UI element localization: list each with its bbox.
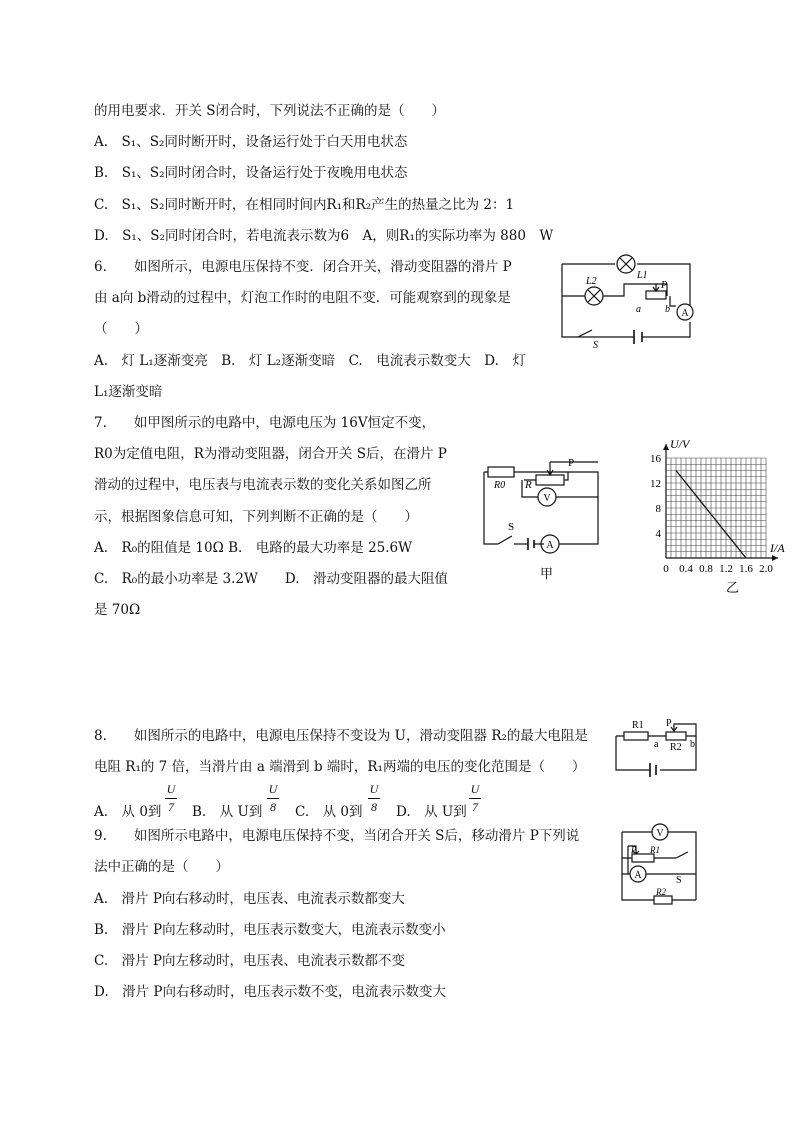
q6-label-p: P [661,280,668,291]
q9-circuit-figure [618,822,702,908]
q7-circuit-caption: 甲 [540,566,554,581]
q8-option-a: A. 从 0到 [94,804,162,820]
q5-stem-tail: 的用电要求．开关 S闭合时，下列说法不正确的是（ ） [94,103,446,119]
q6-ammeter-label: A [681,308,689,319]
q5-option-c: C. S₁、S₂同时断开时，在相同时间内R₁和R₂产生的热量之比为 2：1 [94,197,515,213]
q8-circuit-figure [612,716,704,776]
q7-stem-line-3: 滑动的过程中，电压表与电流表示数的变化关系如图乙所 [94,477,432,493]
q7-ammeter-label: A [546,540,554,551]
q8-fraction-c: U 8 [369,782,379,814]
x-tick-label: 2.0 [759,563,773,575]
y-tick-label: 4 [655,528,661,540]
q7-circuit-figure [478,454,604,584]
q7-label-p: P [568,457,575,469]
q9-label-r2: R2 [656,887,666,897]
graph-caption: 乙 [726,580,740,595]
q8-fraction-d: U 7 [470,782,480,814]
q9-voltmeter-label: V [656,828,664,839]
q6-label-a: a [636,304,641,315]
q7-options-wrap: 是 70Ω [94,602,141,618]
x-tick-label: 1.2 [719,563,733,575]
y-axis-label: U/V [670,437,690,451]
q8-stem-line-1: 8. 如图所示的电路中，电源电压保持不变设为 U，滑动变阻器 R₂的最大电阻是 [94,728,588,744]
x-tick-label: 0 [663,563,669,575]
x-axis-arrow [772,555,778,561]
q6-label-l2: L2 [586,276,597,287]
y-tick-label: 12 [650,478,661,490]
q8-label-r2: R2 [670,742,682,753]
q6-options-line: A. 灯 L₁逐渐变亮 B. 灯 L₂逐渐变暗 C. 电流表示数变大 D. 灯 [94,353,526,369]
y-axis-arrow [663,444,669,450]
q5-option-a: A. S₁、S₂同时断开时，设备运行处于白天用电状态 [94,134,408,150]
q9-option-a: A. 滑片 P向右移动时，电压表、电流表示数都变大 [94,891,405,907]
q7-options-ab: A. R₀的阻值是 10Ω B. 电路的最大功率是 25.6W [94,540,413,556]
q9-stem-line-2: 法中正确的是（ ） [94,859,229,875]
q5-option-d: D. S₁、S₂同时闭合时，若电流表示数为6 A，则R₁的实际功率为 880 W [94,228,554,244]
q9-label-p: P [631,845,637,855]
q7-stem-line-4: 示，根据图象信息可知，下列判断不正确的是（ ） [94,509,418,525]
q5-option-b: B. S₁、S₂同时闭合时，设备运行处于夜晚用电状态 [94,165,408,181]
q8-fraction-a: U 7 [166,782,176,814]
q7-graph-figure [640,430,790,595]
q7-label-s: S [508,521,515,533]
q8-label-b: b [690,739,695,750]
q9-ammeter-label: A [634,870,642,881]
q8-label-r1: R1 [632,720,644,731]
q8-stem-line-2: 电阻 R₁的 7 倍，当滑片由 a 端滑到 b 端时，R₁两端的电压的变化范围是（ ） [94,759,586,775]
q8-label-p: P [666,718,672,729]
q7-voltmeter-label: V [543,493,551,504]
q6-stem-line-3: （ ） [94,321,148,337]
y-tick-label: 8 [655,503,661,515]
q9-option-d: D. 滑片 P向右移动时，电压表示数不变，电流表示数变大 [94,984,447,1000]
x-tick-label: 0.4 [679,563,693,575]
q8-fraction-b: U 8 [268,782,278,814]
q6-stem-line-1: 6. 如图所示，电源电压保持不变．闭合开关，滑动变阻器的滑片 P [94,259,512,275]
q7-stem-line-1: 7. 如甲图所示的电路中，电源电压为 16V恒定不变， [94,415,436,431]
q7-options-cd: C. R₀的最小功率是 3.2W D. 滑动变阻器的最大阻值 [94,571,448,587]
q7-label-r0: R0 [494,480,506,491]
q6-options-wrap: L₁逐渐变暗 [94,384,163,400]
q6-label-s: S [593,340,598,351]
q9-label-s: S [676,875,682,886]
x-axis-label: I/A [770,541,785,555]
q7-stem-line-2: R0为定值电阻，R为滑动变阻器，闭合开关 S后，在滑片 P [94,446,447,462]
q9-stem-line-1: 9. 如图所示电路中，电源电压保持不变，当闭合开关 S后，移动滑片 P下列说 [94,828,580,844]
q9-option-c: C. 滑片 P向左移动时，电压表、电流表示数都不变 [94,953,406,969]
q9-label-r1: R1 [650,845,660,855]
q8-option-c: C. 从 0到 [295,804,363,820]
q8-label-a: a [654,739,659,750]
q6-stem-line-2: 由 a向 b滑动的过程中，灯泡工作时的电阻不变．可能观察到的现象是 [94,290,511,306]
q8-option-b: B. 从 U到 [192,804,263,820]
q6-label-b: b [665,304,670,315]
q9-option-b: B. 滑片 P向左移动时，电压表示数变大，电流表示数变小 [94,922,446,938]
q8-option-d: D. 从 U到 [396,804,467,820]
y-tick-label: 16 [650,453,661,465]
q6-circuit-figure [558,254,708,351]
x-tick-label: 1.6 [739,563,753,575]
q7-label-r: R [525,479,532,491]
x-tick-label: 0.8 [699,563,713,575]
q6-label-l1: L1 [637,270,648,281]
